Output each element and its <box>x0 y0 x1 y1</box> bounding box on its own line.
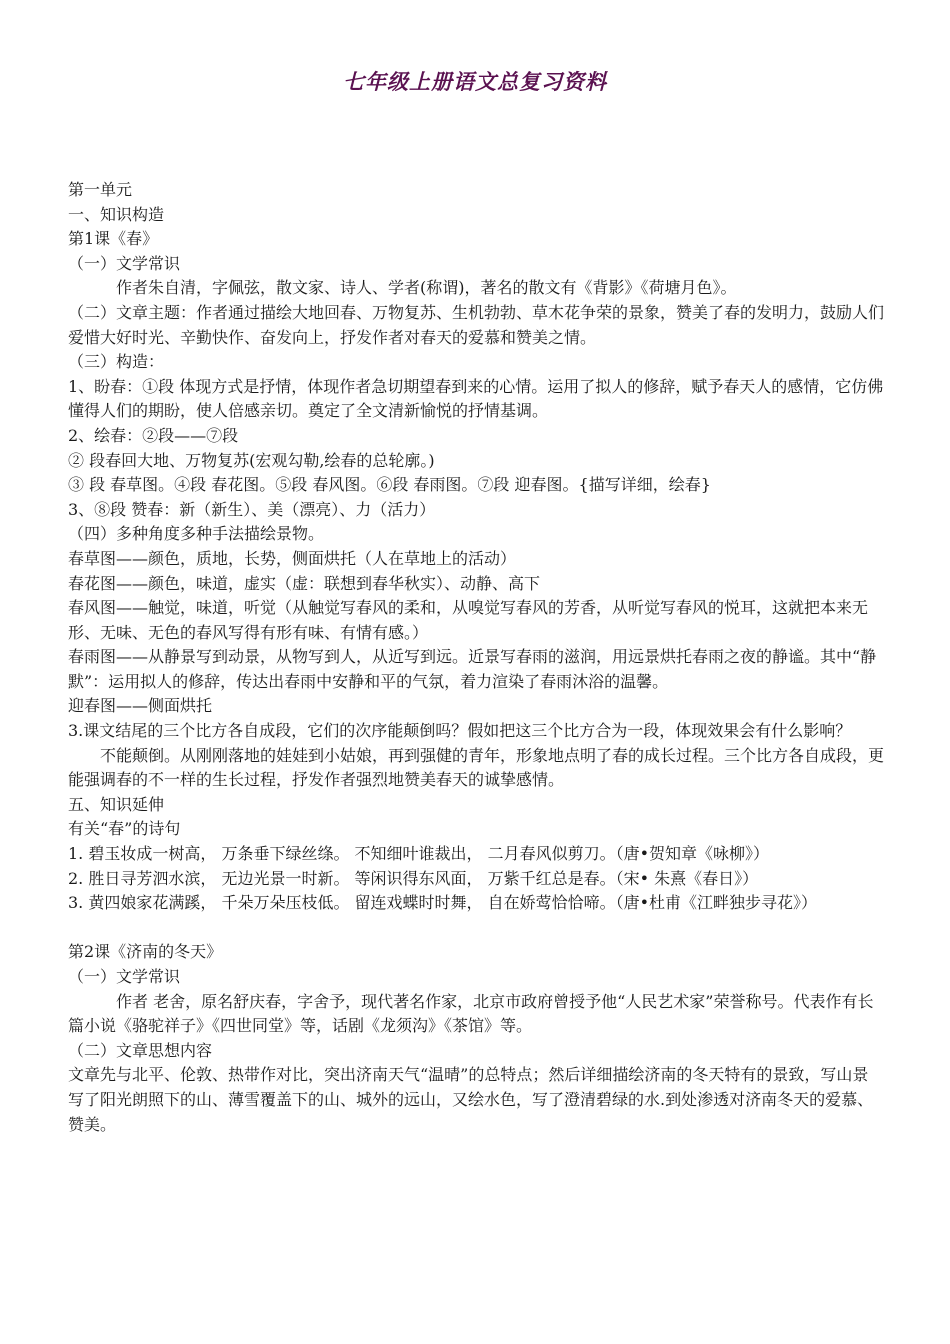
paragraph: 春草图——颜色，质地，长势，侧面烘托（人在草地上的活动） <box>68 548 517 568</box>
paragraph: 春花图——颜色，味道，虚实（虚：联想到春华秋实）、动静、高下 <box>68 573 541 593</box>
subsection-heading: （四）多种角度多种手法描绘景物。 <box>68 524 325 544</box>
paragraph: ③ 段 春草图。④段 春花图。⑤段 春风图。⑥段 春雨图。⑦段 迎春图。{描写详细，绘春} <box>68 475 711 495</box>
paragraph: 2、绘春：②段——⑦段 <box>68 425 239 445</box>
paragraph: 作者 老舍，原名舒庆春，字舍予，现代著名作家，北京市政府曾授予他“人民艺术家”荣誉称号。代表作有长篇小说《骆驼祥子》《四世同堂》等，话剧《龙须沟》《茶馆》等。 <box>68 991 874 1036</box>
paragraph: 1、盼春：①段 体现方式是抒情，体现作者急切期望春到来的心情。运用了拟人的修辞，赋予春天人的感情，它仿佛懂得人们的期盼，使人倍感亲切。奠定了全文清新愉悦的抒情基调。 <box>68 376 884 421</box>
unit-heading: 第一单元 <box>68 180 133 199</box>
paragraph: （二）文章主题：作者通过描绘大地回春、万物复苏、生机勃勃、草木花争荣的景象，赞美了春的发明力，鼓励人们爱惜大好时光、辛勤快作、奋发向上，抒发作者对春天的爱慕和赞美之情。 <box>68 302 885 347</box>
poem-item: 1. 碧玉妆成一树高， 万条垂下绿丝绦。 不知细叶谁裁出， 二月春风似剪刀。（唐•贺知章《咏柳》） <box>68 844 770 864</box>
poem-item: 2. 胜日寻芳泗水滨， 无边光景一时新。 等闲识得东风面， 万紫千红总是春。（宋• 朱熹《春日》） <box>68 868 759 888</box>
lesson-heading: 第2课《济南的冬天》 <box>68 942 223 962</box>
question: 3.课文结尾的三个比方各自成段，它们的次序能颠倒吗？假如把这三个比方合为一段，体现效果会有什么影响？ <box>68 721 852 741</box>
paragraph: 春雨图——从静景写到动景，从物写到人，从近写到远。近景写春雨的滋润，用远景烘托春雨之夜的静谧。其中“静默”：运用拟人的修辞，传达出春雨中安静和平的气氛，着力渲染了春雨沐浴的温馨。 <box>68 647 877 691</box>
paragraph: 作者朱自清，字佩弦，散文家、诗人、学者(称谓)，著名的散文有《背影》《荷塘月色》。 <box>116 278 737 298</box>
paragraph: 有关“春”的诗句 <box>68 819 181 839</box>
section-heading: 一、知识构造 <box>68 204 165 224</box>
document-body <box>68 178 884 1137</box>
paragraph: ② 段春回大地、万物复苏(宏观勾勒,绘春的总轮廓。) <box>68 450 435 470</box>
paragraph: 春风图——触觉，味道，听觉（从触觉写春风的柔和，从嗅觉写春风的芳香，从听觉写春风的悦耳，这就把本来无形、无味、无色的春风写得有形有味、有情有感。） <box>68 598 869 642</box>
spacer <box>68 916 884 941</box>
section-heading: 五、知识延伸 <box>68 794 165 814</box>
subsection-heading: （一）文学常识 <box>68 967 181 986</box>
lesson-heading: 第1课《春》 <box>68 229 159 249</box>
subsection-heading: （三）构造： <box>68 352 165 372</box>
poem-item: 3. 黄四娘家花满蹊， 千朵万朵压枝低。 留连戏蝶时时舞， 自在娇莺恰恰啼。（唐•杜甫《江畔独步寻花》） <box>68 893 818 913</box>
answer: 不能颠倒。从刚刚落地的娃娃到小姑娘，再到强健的青年，形象地点明了春的成长过程。三个比方各自成段，更能强调春的不一样的生长过程，抒发作者强烈地赞美春天的诚挚感情。 <box>68 745 885 790</box>
paragraph: 文章先与北平、伦敦、热带作对比，突出济南天气“温晴”的总特点；然后详细描绘济南的冬天特有的景致，写山景写了阳光朗照下的山、薄雪覆盖下的山、城外的远山，又绘水色，写了澄清碧绿的水.到处渗透对济南冬天的爱慕、赞美。 <box>68 1065 874 1134</box>
paragraph: 3、⑧段 赞春：新（新生）、美（漂亮）、力（活力） <box>68 499 436 519</box>
subsection-heading: （二）文章思想内容 <box>68 1040 213 1060</box>
paragraph: 迎春图——侧面烘托 <box>68 696 213 716</box>
subsection-heading: （一）文学常识 <box>68 253 181 273</box>
document-title: 七年级上册语文总复习资料 <box>343 70 607 94</box>
